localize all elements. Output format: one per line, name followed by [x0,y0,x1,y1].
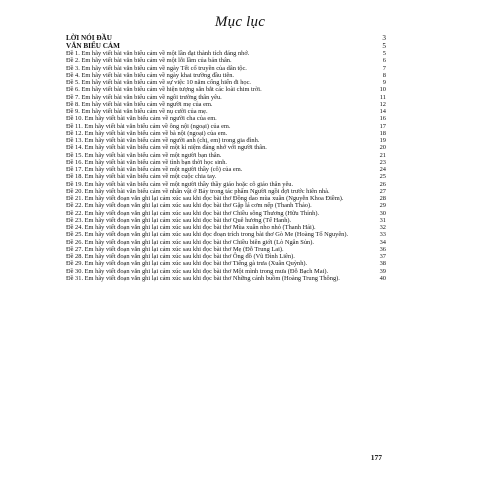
toc-entry [66,123,386,130]
toc-entry-text: Em hãy viết bài văn biểu cảm về ông nội (ngoại) của em. [84,122,231,130]
toc-entry-label: Đề 13. [66,137,84,144]
toc-entry [66,253,386,260]
toc-page-number: 33 [379,231,386,239]
toc-page-number: 17 [379,122,386,130]
toc-entry [66,181,386,188]
toc-entry [66,239,386,246]
toc-page-number: 29 [379,202,386,210]
toc-page-number: 12 [379,100,386,108]
toc-entry-text: Em hãy viết đoạn văn ghi lại cảm xúc sau khi đọc bài thơ Đồng dao mùa xuân (Nguyễn Khoa Điềm). [84,195,344,202]
toc-entry-text: Em hãy viết bài văn biểu cảm về ngôi trường thân yêu. [81,93,222,101]
toc-entry [66,231,386,238]
toc-entry-label: Đề 30. [66,267,84,275]
toc-page-number: 38 [379,260,386,268]
toc-entry [66,57,386,64]
toc-page-number: 37 [379,253,386,260]
toc-entry-text: Em hãy viết đoạn văn ghi lại cảm xúc sau khi đọc bài thơ Chiều biên giới (Lò Ngân Sủn). [84,238,314,246]
toc-page-number: 25 [379,173,386,181]
toc-entry [66,217,386,224]
toc-entry-text: Em hãy viết đoạn văn ghi lại cảm xúc sau khi đọc bài thơ Gặp lá cơm nếp (Thanh Thảo). [84,202,312,210]
toc-entry-label: Đề 18. [66,173,84,181]
toc-entry-label: Đề 31. [66,274,84,282]
toc-page-number: 30 [379,209,386,217]
toc-page-number: 21 [379,151,386,159]
toc-entry [66,159,386,166]
toc-entry [66,188,386,195]
toc-entry-text: Em hãy viết đoạn văn ghi lại cảm xúc sau khi đọc bài thơ Mùa xuân nho nhỏ (Thanh Hải). [84,224,316,231]
toc-page-number: 7 [382,64,386,72]
toc-entry-label: Đề 22. [66,209,84,217]
toc-page-number: 39 [379,267,386,275]
toc-entry-label: Đề 4. [66,71,80,79]
toc-entry-label: Đề 1. [66,50,80,57]
toc-entry-label: Đề 3. [66,64,80,72]
toc-entry [66,260,386,267]
toc-entry [66,65,386,72]
toc-entry-text: Em hãy viết bài văn biểu cảm về nụ cười của mẹ. [81,108,208,115]
toc-entry [66,144,386,151]
toc-entry [66,50,386,57]
toc-page-number: 5 [382,42,386,50]
toc-entry [66,275,386,282]
toc-entry-text: Em hãy viết đoạn văn ghi lại cảm xúc sau khi đọc bài thơ Tiếng gà trưa (Xuân Quỳnh). [84,260,308,268]
toc-entry-label: Đề 6. [66,86,80,94]
toc-entry-label: Đề 21. [66,195,84,202]
toc-entry-label: Đề 20. [66,187,84,195]
toc-entry [66,210,386,217]
toc-page-number: 6 [382,57,386,65]
toc-entry [66,268,386,275]
toc-entry-label: Đề 2. [66,57,80,65]
toc-entry [66,108,386,115]
toc-page-number: 14 [379,108,386,115]
toc-entry-label: Đề 12. [66,129,84,137]
toc-page-number: 11 [379,93,386,101]
toc-entry-label: Đề 24. [66,224,84,231]
toc-page-number: 18 [379,129,386,137]
toc-entry-text: Em hãy viết đoạn văn ghi lại cảm xúc sau khi đọc bài thơ Một mình trong mưa (Đỗ Bạch Mai). [84,267,329,275]
toc-page-number: 16 [379,115,386,123]
toc-page-number: 40 [379,274,386,282]
toc-entry-text: Em hãy viết bài văn biểu cảm về hiện tượng săn bắt các loài chim trời. [81,86,262,94]
toc-entry [66,246,386,253]
toc-page-number: 28 [379,195,386,202]
toc-page-number: 23 [379,158,386,166]
toc-page-number: 19 [379,137,386,144]
toc-entry-label: Đề 27. [66,245,84,253]
toc-page-number: 34 [379,238,386,246]
toc-entry [66,94,386,101]
toc-entry [66,115,386,122]
toc-entry-text: Em hãy viết đoạn văn ghi lại cảm xúc sau khi đọc bài thơ Mẹ (Đỗ Trung Lai). [84,245,284,253]
toc-entry-label: Đề 22. [66,202,84,210]
toc-entry-label: Đề 29. [66,260,84,268]
toc-entry-label: Đề 5. [66,79,80,86]
toc-entry-text: Em hãy viết bài văn biểu cảm về người anh (chị, em) trong gia đình. [84,137,260,144]
toc-entry-label: Đề 23. [66,216,84,224]
toc-page-number: 5 [382,50,386,57]
toc-entry-text: Em hãy viết bài văn biểu cảm về một người thầy thầy giáo hoặc cô giáo thân yêu. [84,180,294,188]
toc-entry-label: Đề 28. [66,253,84,260]
toc-page-number: 3 [382,34,386,42]
toc-entry-text: Em hãy viết bài văn biểu cảm về ngày Tết cổ truyền của dân tộc. [81,64,247,72]
toc-entry-label: Đề 16. [66,158,84,166]
toc-entry-text: Em hãy viết bài văn biểu cảm về người mẹ của em. [81,100,213,108]
toc-entry-text: Em hãy viết đoạn văn ghi lại cảm xúc sau khi đọc đoạn trích trong bài thơ Gò Me (Hoàng Tố Nguyên). [84,231,349,239]
toc-entry-label: Đề 7. [66,93,80,101]
toc-entry-label: Đề 14. [66,144,84,152]
toc-section-heading [66,42,386,50]
toc-entry-text: Em hãy viết bài văn biểu cảm về một người bạn thân. [84,151,222,159]
page-number: 177 [370,453,382,462]
toc-entry-text: Em hãy viết bài văn biểu cảm về tình bạn thời học sinh. [84,158,227,166]
toc-entry [66,152,386,159]
toc-entry [66,195,386,202]
toc-entry-label: Đề 10. [66,115,84,123]
toc-entry-text: Em hãy viết bài văn biểu cảm về bà nội (ngoại) của em. [84,129,228,137]
toc-page-number: 10 [379,86,386,94]
toc-entry-text: Em hãy viết bài văn biểu cảm về nhân vật ở Bảy trong tác phẩm Người ngồi đợi trước hiên nhà. [84,187,330,195]
toc-entry [66,224,386,231]
toc-page-number: 32 [379,224,386,231]
toc-entry-text: Em hãy viết bài văn biểu cảm về sự việc 10 năm cống hiến đi học. [81,79,252,86]
toc-entry-text: Em hãy viết đoạn văn ghi lại cảm xúc sau khi đọc bài thơ Những cánh buồm (Hoàng Trung Thông). [84,274,340,282]
page-title: Mục lục [214,14,266,30]
toc-entry [66,72,386,79]
toc-entry [66,173,386,180]
toc-page-number: 26 [379,180,386,188]
toc-entry [66,79,386,86]
toc-entry-text: Em hãy viết bài văn biểu cảm về một kỉ niệm đáng nhớ với người thân. [84,144,267,152]
toc-entry-label: Đề 11. [66,122,83,130]
table-of-contents [66,34,386,282]
toc-entry [66,86,386,93]
toc-entry-label: Đề 25. [66,231,84,239]
toc-entry-label: Đề 9. [66,108,80,115]
toc-entry-text: Em hãy viết bài văn biểu cảm về một lần đạt thành tích đáng nhớ. [81,50,250,57]
toc-section-title: VĂN BIỂU CẢM [66,42,120,50]
toc-page-number: 31 [379,216,386,224]
toc-entry-text: Em hãy viết bài văn biểu cảm về một lỗi lầm của bản thân. [81,57,232,65]
toc-entry-text: Em hãy viết đoạn văn ghi lại cảm xúc sau khi đọc bài thơ Ông đồ (Vũ Đình Liên). [84,253,295,260]
toc-entry-text: Em hãy viết bài văn biểu cảm về một người thầy (cô) của em. [84,166,243,173]
toc-entry-text: Em hãy viết bài văn biểu cảm về người cha của em. [84,115,217,123]
toc-page-number: 8 [382,71,386,79]
toc-entry-label: Đề 17. [66,166,84,173]
toc-entry-label: Đề 15. [66,151,84,159]
toc-page-number: 27 [379,187,386,195]
toc-page-number: 9 [382,79,386,86]
toc-entry [66,166,386,173]
toc-entry-text: Em hãy viết đoạn văn ghi lại cảm xúc sau khi đọc bài thơ Quê hương (Tế Hanh). [84,216,292,224]
toc-entry-text: Em hãy viết đoạn văn ghi lại cảm xúc sau khi đọc bài thơ Chiều sông Thương (Hữu Thỉnh). [84,209,320,217]
toc-entry-text: Em hãy viết bài văn biểu cảm về ngày khai trường đầu tiên. [81,71,234,79]
toc-page-number: 36 [379,245,386,253]
toc-entry [66,101,386,108]
toc-entry-label: Đề 8. [66,100,80,108]
toc-section-title: LỜI NÓI ĐẦU [66,34,112,42]
toc-entry-text: Em hãy viết bài văn biểu cảm về một cuộc chia tay. [84,173,217,181]
toc-entry [66,137,386,144]
toc-entry [66,130,386,137]
toc-section-heading [66,34,386,42]
toc-entry-label: Đề 19. [66,180,84,188]
toc-page-number: 24 [379,166,386,173]
toc-page-number: 20 [379,144,386,152]
toc-entry [66,202,386,209]
toc-entry-label: Đề 26. [66,238,84,246]
